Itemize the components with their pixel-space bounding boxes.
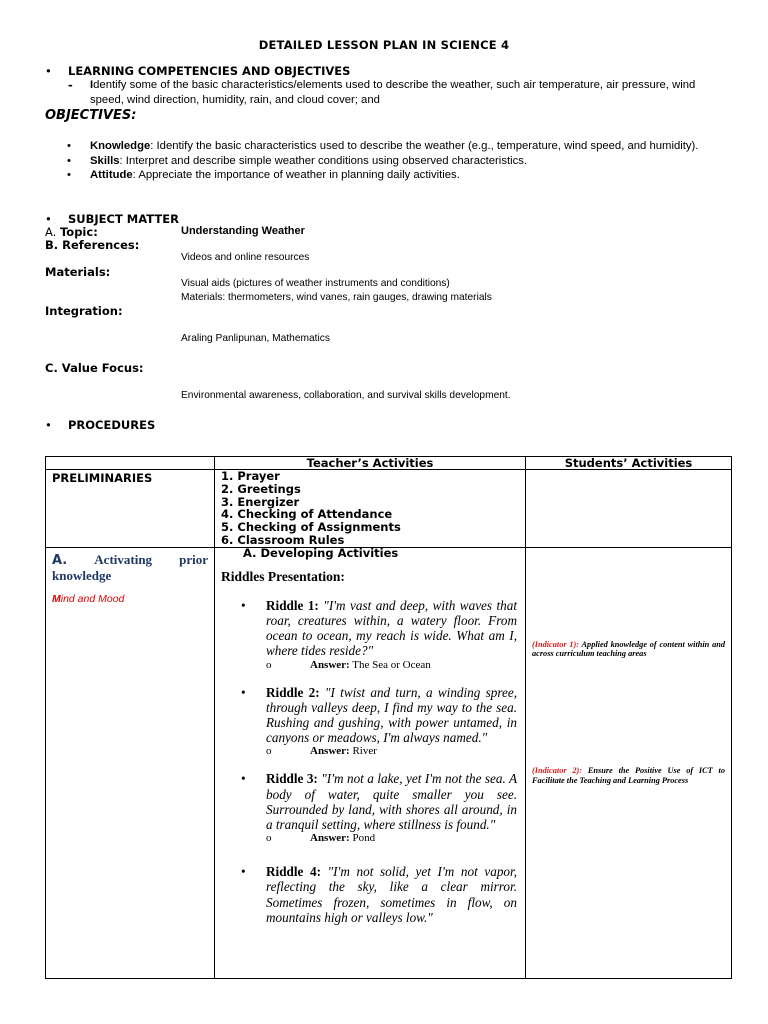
teacher-activities-header: Teacher’s Activities <box>215 457 526 470</box>
procedures-table <box>45 456 732 979</box>
bullet-icon: • <box>67 140 71 152</box>
bullet-icon: • <box>45 64 52 78</box>
references-value: Videos and online resources <box>181 252 310 263</box>
bullet-icon: • <box>241 771 246 787</box>
list-item: 2. Greetings <box>221 481 301 496</box>
activating-teacher-cell <box>215 547 526 978</box>
competencies-heading: • LEARNING COMPETENCIES AND OBJECTIVES <box>45 64 351 78</box>
competency-dash: - <box>68 78 73 92</box>
integration-label: Integration: <box>45 304 123 318</box>
topic-label: A. Topic: <box>45 225 98 239</box>
riddle-answer: o Answer: The Sea or Ocean <box>266 658 431 671</box>
value-focus-label: C. Value Focus: <box>45 361 144 375</box>
preliminaries-label: PRELIMINARIES <box>52 471 153 485</box>
activating-prior-knowledge: A. Activating prior knowledge <box>52 551 208 583</box>
preliminaries-row <box>46 470 732 548</box>
integration-value: Araling Panlipunan, Mathematics <box>181 333 330 344</box>
objectives-list <box>67 139 730 183</box>
mind-and-mood: Mind and Mood <box>52 592 125 605</box>
table-header-row <box>46 457 732 470</box>
bullet-icon: • <box>45 418 52 432</box>
circle-bullet-icon: o <box>266 745 272 758</box>
riddle-text: • Riddle 4: "I'm not solid, yet I'm not vapor, reflecting the sky, like a clear mirror. Sometimes frozen, sometimes in flow, on mountains high or valleys low." <box>241 864 517 925</box>
riddle-answer: o Answer: River <box>266 745 377 758</box>
riddle-text: • Riddle 1: "I'm vast and deep, with waves that roar, creatures within, a watery floor. From ocean to ocean, my reach is wide. What am I, where tides reside?" <box>241 597 518 659</box>
riddle-3 <box>221 771 517 844</box>
table-header-empty <box>46 457 215 470</box>
objective-skills: • Skills: Interpret and describe simple weather conditions using observed characteristics. <box>67 154 528 167</box>
activating-students-cell <box>526 547 732 978</box>
materials-value-2: Materials: thermometers, wind vanes, rain gauges, drawing materials <box>181 292 492 303</box>
indicator-2: (Indicator 2): Ensure the Positive Use of ICT to Facilitate the Teaching and Learning Process <box>532 765 725 785</box>
objective-attitude: • Attitude: Appreciate the importance of weather in planning daily activities. <box>67 169 460 181</box>
preliminaries-teacher-cell <box>215 470 526 548</box>
bullet-icon: • <box>67 154 71 167</box>
bullet-icon: • <box>67 169 71 181</box>
subject-matter-heading: • SUBJECT MATTER <box>45 212 179 226</box>
topic-value: Understanding Weather <box>181 225 305 237</box>
objective-knowledge: • Knowledge: Identify the basic characteristics used to describe the weather (e.g., temperature, wind speed, and humidity). <box>67 140 699 152</box>
references-label: B. References: <box>45 238 140 252</box>
indicator-1: (Indicator 1): Applied knowledge of content within and across curriculum teaching areas <box>532 639 725 659</box>
bullet-icon: • <box>241 864 246 880</box>
developing-activities: A. Developing Activities <box>243 545 399 560</box>
materials-value-1: Visual aids (pictures of weather instruments and conditions) <box>181 278 450 289</box>
list-item: 3. Energizer <box>221 494 300 509</box>
riddle-2 <box>221 685 517 758</box>
activating-label-cell <box>46 547 215 978</box>
preliminaries-students-cell <box>526 470 732 548</box>
page-title: DETAILED LESSON PLAN IN SCIENCE 4 <box>258 38 510 52</box>
competency-text: Identify some of the basic characteristics/elements used to describe the weather, such air temperature, air pressure, wind speed, wind direction, humidity, rain, and cloud cover; and <box>90 79 696 106</box>
list-item: 6. Classroom Rules <box>221 532 345 547</box>
circle-bullet-icon: o <box>266 658 272 671</box>
riddle-1 <box>221 598 517 671</box>
activating-row <box>46 547 732 978</box>
bullet-icon: • <box>241 597 246 613</box>
riddle-answer: o Answer: Pond <box>266 832 376 845</box>
riddle-text: • Riddle 3: "I'm not a lake, yet I'm not the sea. A body of water, quite smaller you see. Surrounded by land, with shores all around, in a tranquil setting, where stillness is found." <box>241 771 518 833</box>
riddles-heading: Riddles Presentation: <box>221 568 345 584</box>
students-activities-header: Students’ Activities <box>526 457 732 470</box>
preliminaries-list <box>215 470 525 547</box>
list-item: 4. Checking of Attendance <box>221 507 393 522</box>
value-focus-value: Environmental awareness, collaboration, and survival skills development. <box>181 390 511 401</box>
procedures-heading: • PROCEDURES <box>45 418 156 432</box>
bullet-icon: • <box>45 212 52 226</box>
materials-label: Materials: <box>45 265 111 279</box>
circle-bullet-icon: o <box>266 832 272 845</box>
riddle-4 <box>221 864 517 925</box>
objectives-title: OBJECTIVES: <box>45 108 137 123</box>
preliminaries-label-cell <box>46 470 215 548</box>
list-item: 1. Prayer <box>221 469 280 483</box>
bullet-icon: • <box>241 684 246 700</box>
riddle-text: • Riddle 2: "I twist and turn, a winding spree, through valleys deep, I find my way to the sea. Rushing and gushing, with power untamed, in canyons or meadows, I'm always named." <box>241 684 518 746</box>
list-item: 5. Checking of Assignments <box>221 520 401 535</box>
